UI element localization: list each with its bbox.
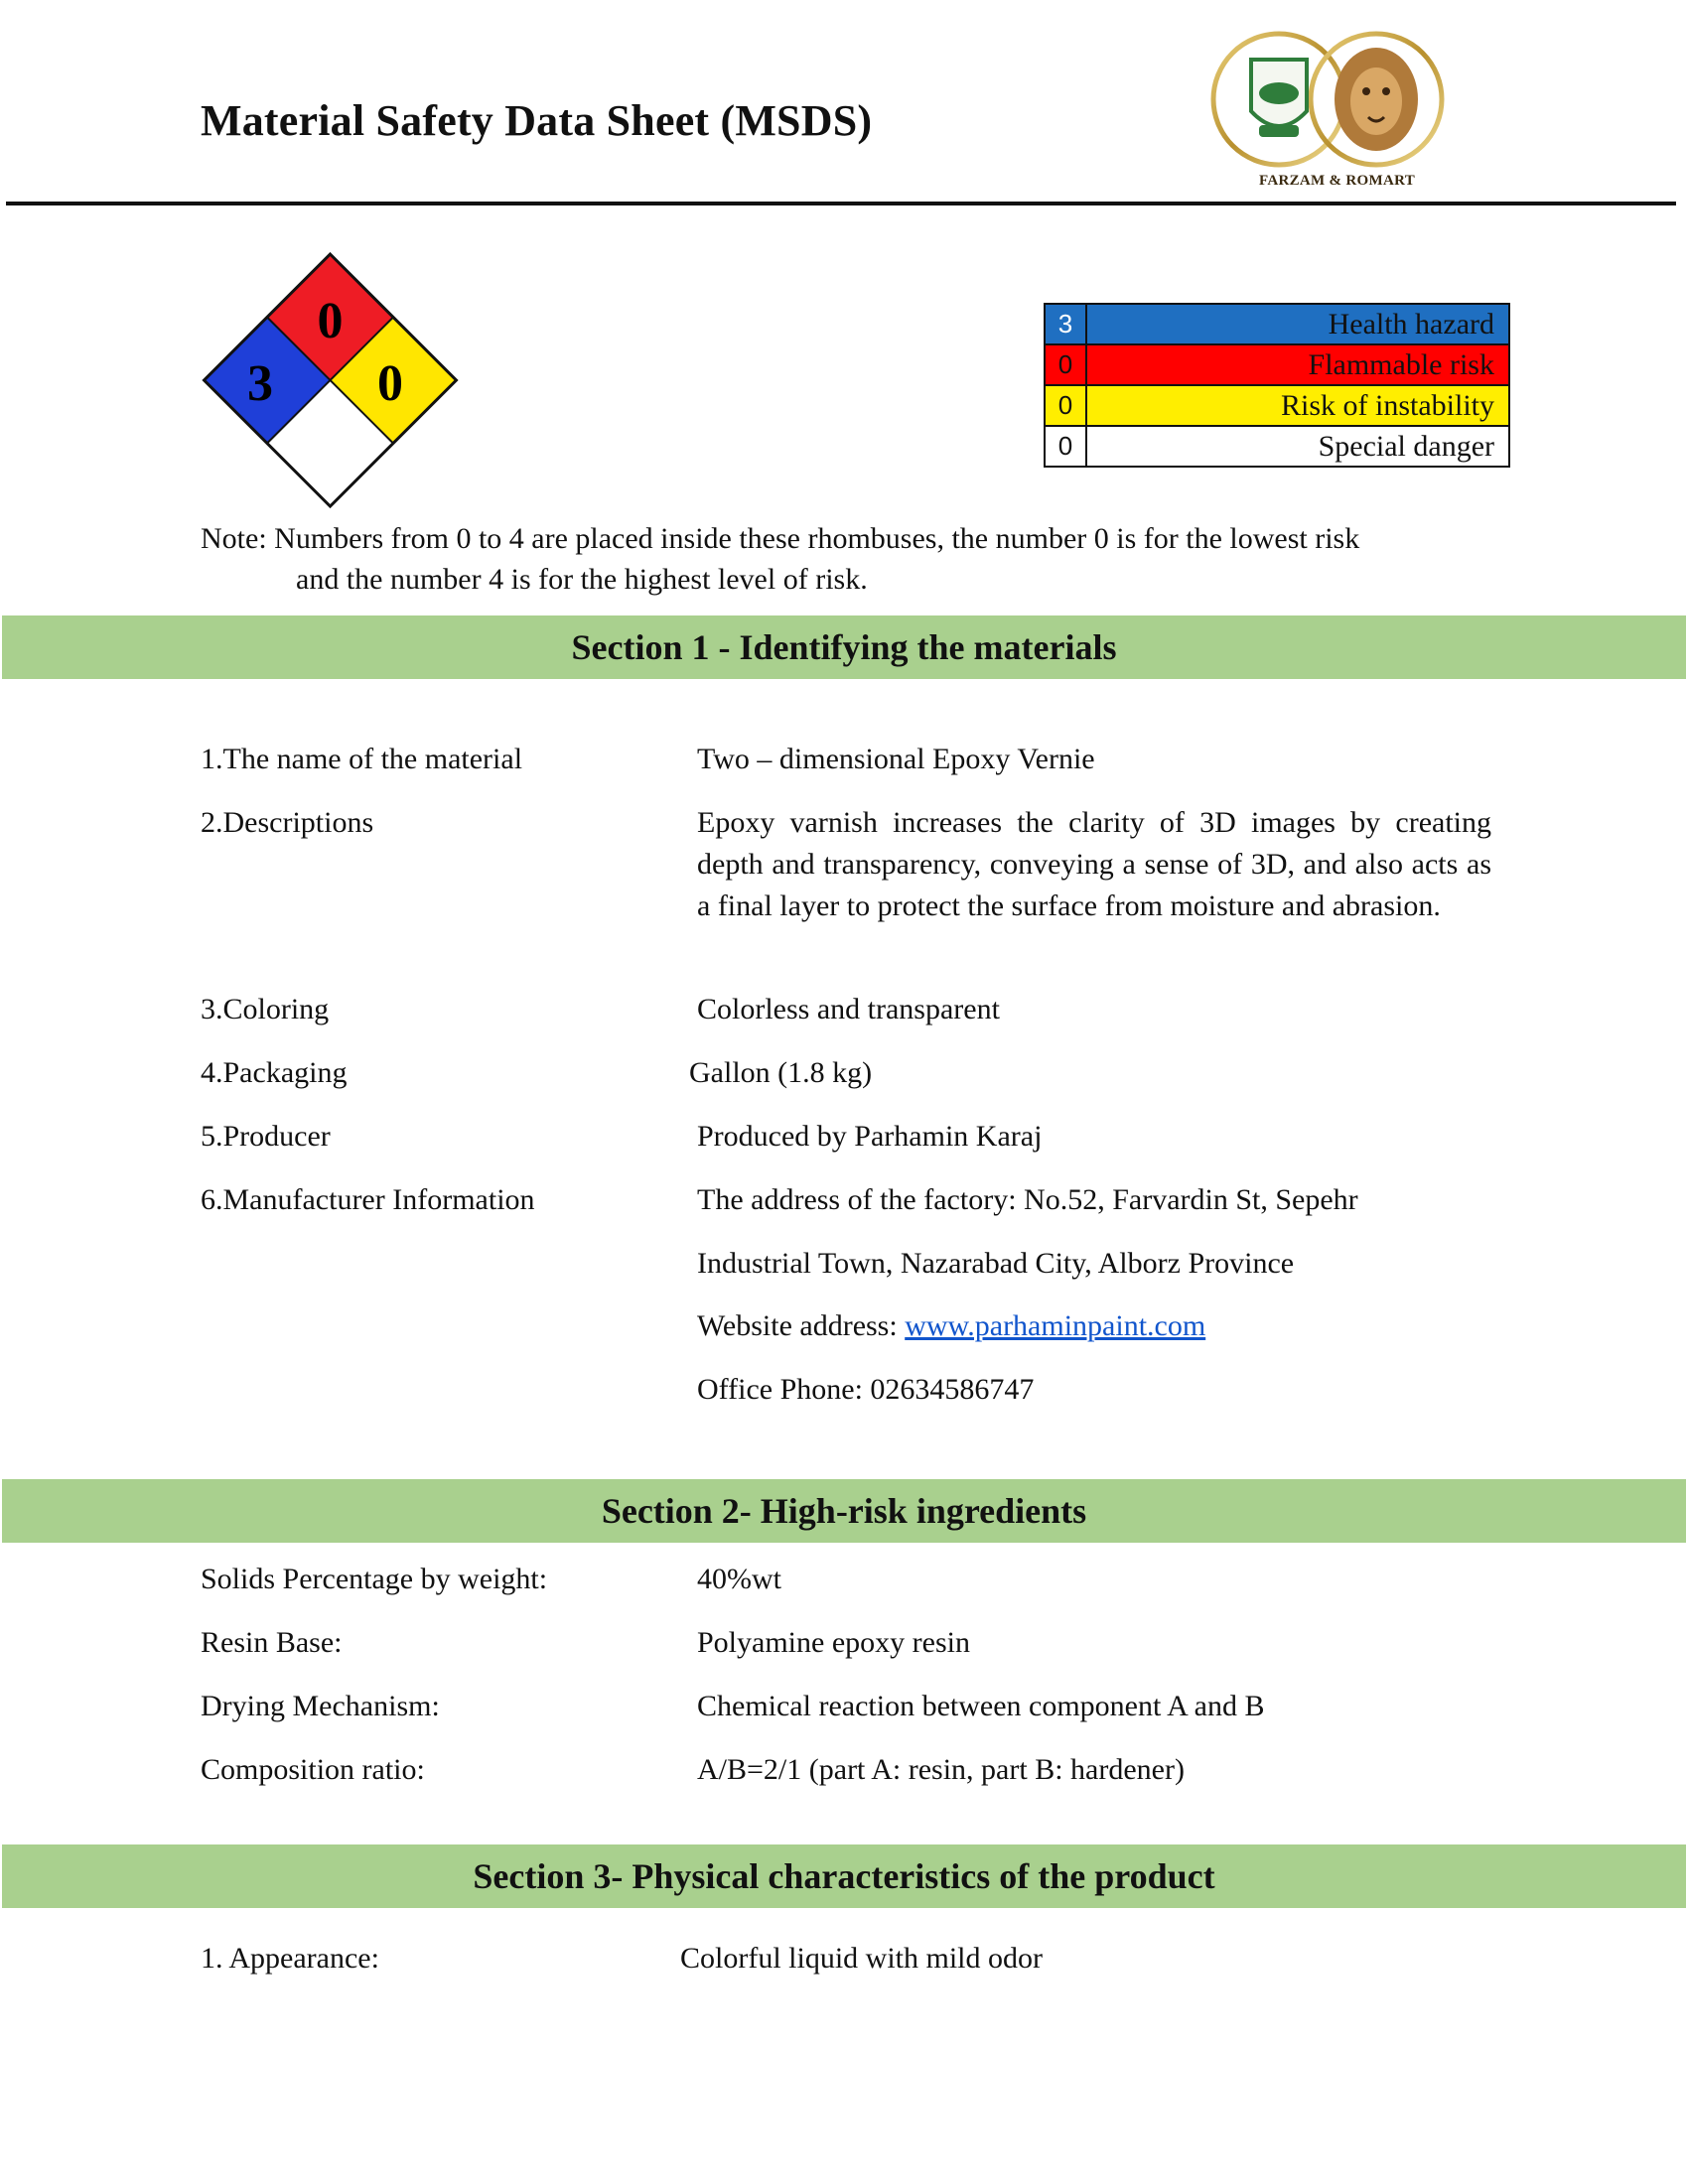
ingredient-label: Solids Percentage by weight: <box>201 1563 548 1595</box>
section-3-header: Section 3- Physical characteristics of the product <box>2 1844 1686 1908</box>
appearance-label: 1. Appearance: <box>201 1942 379 1975</box>
risk-note <box>201 518 1501 600</box>
diamond-instability-value: 0 <box>377 355 403 412</box>
material-name-label: 1.The name of the material <box>201 743 523 775</box>
ingredient-value: A/B=2/1 (part A: resin, part B: hardener) <box>697 1753 1185 1786</box>
description-label: 2.Descriptions <box>201 806 374 839</box>
appearance-value: Colorful liquid with mild odor <box>680 1942 1043 1975</box>
hazard-label: Risk of instability <box>1086 385 1509 426</box>
hazard-num: 0 <box>1045 426 1086 467</box>
description-value: Epoxy varnish increases the clarity of 3D images by creating depth and transparency, conveying a sense of 3D, and also acts as a final layer to protect the surface from moisture and abrasion. <box>697 806 1491 922</box>
ingredient-label: Composition ratio: <box>201 1753 425 1786</box>
website-prefix: Website address: <box>697 1309 906 1342</box>
coloring-value: Colorless and transparent <box>697 993 1000 1025</box>
ingredient-label: Resin Base: <box>201 1626 343 1659</box>
ingredient-value: 40%wt <box>697 1563 781 1595</box>
website-link[interactable]: www.parhaminpaint.com <box>905 1309 1206 1342</box>
risk-note-line2: and the number 4 is for the highest level of risk. <box>296 563 868 596</box>
company-logo <box>1199 20 1458 199</box>
factory-address-line1: The address of the factory: No.52, Farvardin St, Sepehr <box>697 1183 1358 1216</box>
header-divider <box>6 202 1676 205</box>
hazard-legend-table <box>1044 303 1510 468</box>
logo-caption: FARZAM & ROMART <box>1259 173 1416 189</box>
hazard-label: Special danger <box>1086 426 1509 467</box>
website-line <box>697 1309 1205 1343</box>
producer-value: Produced by Parhamin Karaj <box>697 1120 1043 1153</box>
hazard-num: 3 <box>1045 304 1086 344</box>
section-2-header: Section 2- High-risk ingredients <box>2 1479 1686 1543</box>
hazard-label: Health hazard <box>1086 304 1509 344</box>
diamond-flammability-value: 0 <box>317 293 344 349</box>
manufacturer-label: 6.Manufacturer Information <box>201 1183 535 1216</box>
page-title: Material Safety Data Sheet (MSDS) <box>201 96 873 145</box>
ingredient-value: Polyamine epoxy resin <box>697 1626 970 1659</box>
factory-address-line2: Industrial Town, Nazarabad City, Alborz Province <box>697 1247 1295 1280</box>
hazard-row-special <box>1045 426 1509 467</box>
hazard-row-flammable <box>1045 344 1509 385</box>
hazard-label: Flammable risk <box>1086 344 1509 385</box>
packaging-value: Gallon (1.8 kg) <box>689 1056 873 1089</box>
nfpa-diamond <box>189 248 472 531</box>
producer-label: 5.Producer <box>201 1120 331 1153</box>
coloring-label: 3.Coloring <box>201 993 330 1025</box>
hazard-row-health <box>1045 304 1509 344</box>
office-phone: Office Phone: 02634586747 <box>697 1373 1035 1406</box>
ingredient-value: Chemical reaction between component A and B <box>697 1690 1265 1722</box>
packaging-label: 4.Packaging <box>201 1056 348 1089</box>
diamond-health-value: 3 <box>247 355 273 412</box>
material-name-value: Two – dimensional Epoxy Vernie <box>697 743 1095 775</box>
section-1-header: Section 1 - Identifying the materials <box>2 615 1686 679</box>
risk-note-line1: Note: Numbers from 0 to 4 are placed inside these rhombuses, the number 0 is for the lowest risk <box>201 522 1360 555</box>
hazard-num: 0 <box>1045 344 1086 385</box>
hazard-row-instability <box>1045 385 1509 426</box>
hazard-num: 0 <box>1045 385 1086 426</box>
ingredient-label: Drying Mechanism: <box>201 1690 440 1722</box>
